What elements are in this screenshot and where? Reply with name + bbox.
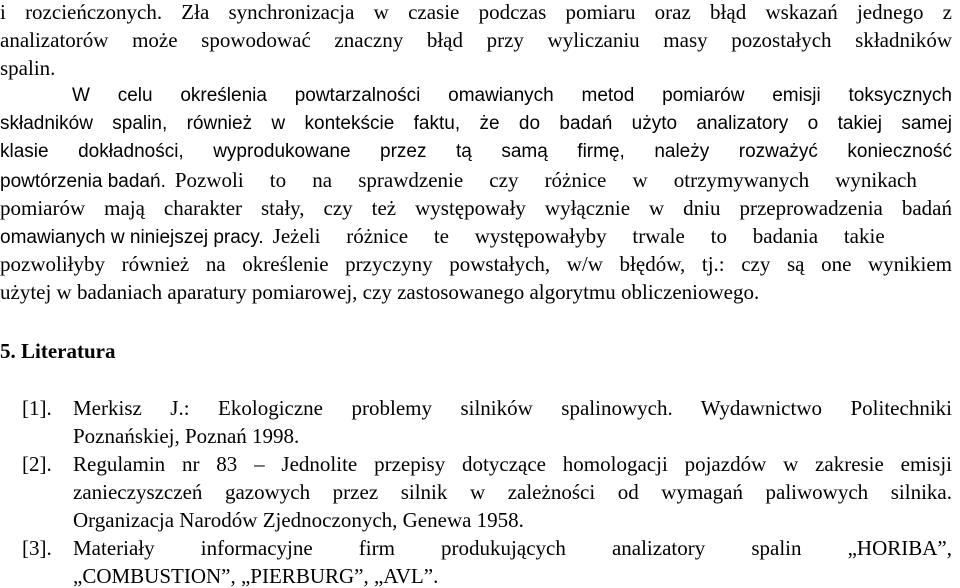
paragraph2-line-7: pozwoliłyby również na określenie przyczyny powstałych, w/w błędów, tj.: czy są one wynikiem [0, 252, 952, 276]
reference-line: Regulamin nr 83 – Jednolite przepisy dotyczące homologacji pojazdów w zakresie emisji [73, 452, 952, 476]
paragraph2-sentence-d: Jeżeli różnice te występowałyby trwale to badania takie [272, 224, 885, 248]
paragraph2-line-3: klasie dokładności, wyprodukowane przez tą samą firmę, należy rozważyć konieczność [0, 141, 952, 162]
reference-line: zanieczyszczeń gazowych przez silnik w zależności od wymagań paliwowych silnika. [73, 480, 952, 504]
reference-line: Merkisz J.: Ekologiczne problemy silników spalinowych. Wydawnictwo Politechniki [73, 396, 952, 420]
reference-line: Poznańskiej, Poznań 1998. [73, 424, 300, 448]
paragraph2-sentence-c: omawianych w niniejszej pracy. [0, 227, 264, 248]
reference-line: „COMBUSTION”, „PIERBURG”, „AVL”. [73, 564, 439, 588]
reference-line: Organizacja Narodów Zjednoczonych, Genewa 1958. [73, 508, 524, 532]
paragraph1-line-3: spalin. [0, 56, 56, 80]
paragraph2-sentence-b: Pozwoli to na sprawdzenie czy różnice w otrzymywanych wynikach [174, 168, 917, 192]
paragraph1-line-1: i rozcieńczonych. Zła synchronizacja w czasie podczas pomiaru oraz błąd wskazań jednego z [0, 0, 952, 24]
paragraph2-line-8: użytej w badaniach aparatury pomiarowej, czy zastosowanego algorytmu obliczeniowego. [0, 280, 760, 304]
reference-number: [3]. [22, 536, 52, 560]
paragraph2-line-6 [0, 224, 952, 250]
reference-number: [1]. [22, 396, 52, 420]
reference-number: [2]. [22, 452, 52, 476]
paragraph2-line-2: składników spalin, również w kontekście faktu, że do badań użyto analizatory o takiej samej [0, 113, 952, 134]
paragraph2-line-1: W celu określenia powtarzalności omawianych metod pomiarów emisji toksycznych [72, 85, 952, 106]
paragraph2-line-4 [0, 168, 952, 194]
section-heading: 5. Literatura [0, 339, 116, 363]
paragraph2-sentence-a: powtórzenia badań. [0, 171, 166, 192]
reference-line: Materiały informacyjne firm produkujących analizatory spalin „HORIBA”, [73, 536, 952, 560]
paragraph1-line-2: analizatorów może spowodować znaczny błąd przy wyliczaniu masy pozostałych składników [0, 28, 952, 52]
paragraph2-line-5: pomiarów mają charakter stały, czy też występowały wyłącznie w dniu przeprowadzenia badań [0, 196, 952, 220]
